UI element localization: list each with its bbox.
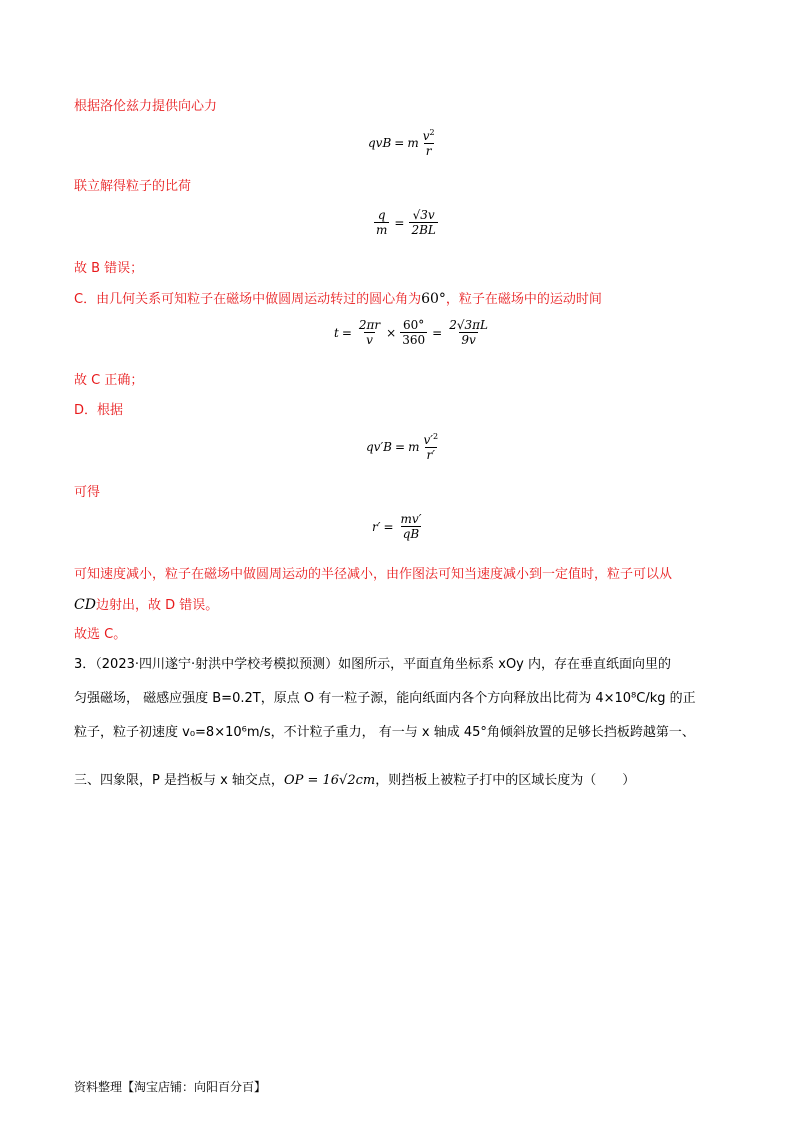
eq-sign: = (341, 325, 352, 340)
text-segment: C．由几何关系可知粒子在磁场中做圆周运动转过的圆心角为 (74, 292, 422, 307)
eq-num: mv′ (400, 512, 422, 526)
eq-sign: = (394, 215, 405, 230)
equation-reduced-speed (366, 432, 442, 462)
eq-lhs: qvB (368, 136, 392, 150)
eq-mass: m (408, 440, 420, 454)
text-line: 根据洛伦兹力提供向心力 (74, 99, 218, 114)
eq-den: 360 (402, 333, 426, 347)
text-line-c (74, 290, 602, 309)
text-segment: 边射出，故 D 错误。 (95, 598, 219, 613)
eq-num: 60° (403, 318, 425, 332)
eq-num: 2√3πL (449, 318, 488, 332)
eq-sign: = (394, 136, 405, 150)
eq-fraction (409, 208, 437, 237)
text-line: 故 C 正确； (74, 373, 144, 388)
text-line: 可得 (74, 485, 101, 500)
text-segment: ，则挡板上被粒子打中的区域长度为（ ） (375, 773, 636, 788)
eq-times: × (386, 325, 397, 340)
text-line: 可知速度减小，粒子在磁场中做圆周运动的半径减小，由作图法可知当速度减小到一定值时，粒子可以从 (74, 567, 673, 582)
segment-label: CD (74, 597, 96, 613)
eq-sign: = (395, 440, 406, 454)
equation-charge-ratio (372, 208, 440, 237)
question-text: 粒子，粒子初速度 v₀=8×10⁶m/s，不计粒子重力， 有一与 x 轴成 45°角倾斜放置的足够长挡板跨越第一、 (74, 725, 695, 740)
question-text: 3．（2023·四川遂宁·射洪中学校考模拟预测）如图所示，平面直角坐标系 xOy 内，存在垂直纸面向里的 (74, 657, 672, 672)
text-line-d (74, 596, 218, 615)
eq-num: 2πr (358, 318, 381, 332)
eq-den: 9v (461, 333, 476, 347)
text-line: 故 B 错误； (74, 261, 144, 276)
eq-fraction (421, 432, 440, 462)
question-text: 匀强磁场， 磁感应强度 B=0.2T，原点 O 有一粒子源，能向纸面内各个方向释放出比荷为 4×10⁸C/kg 的正 (74, 691, 696, 706)
eq-lhs: r′ (372, 519, 381, 534)
eq-mass: m (407, 136, 419, 150)
eq-num: v (422, 129, 430, 143)
eq-lhs: t (334, 325, 339, 340)
inline-equation: OP = 16√2cm (283, 773, 376, 788)
text-segment: 三、四象限，P 是挡板与 x 轴交点， (74, 773, 284, 788)
equation-radius (372, 512, 425, 541)
eq-den: qB (402, 527, 420, 541)
eq-fraction (400, 318, 427, 347)
eq-lhs: qv′B (366, 440, 393, 454)
eq-den: 2BL (411, 223, 436, 237)
text-line: D．根据 (74, 403, 124, 418)
eq-sup: 2 (429, 128, 435, 137)
equation-time (334, 318, 492, 347)
eq-den: m (376, 223, 388, 237)
footer-source: 资料整理【淘宝店铺：向阳百分百】 (74, 1080, 267, 1094)
text-segment: ，粒子在磁场中的运动时间 (445, 292, 602, 307)
angle-value: 60° (421, 291, 446, 307)
eq-num: √3v (412, 208, 435, 222)
eq-num: v′ (423, 433, 433, 447)
eq-sup: 2 (432, 432, 439, 441)
eq-num: q (377, 208, 386, 222)
eq-den: r′ (426, 448, 435, 462)
eq-fraction (399, 512, 424, 541)
eq-den: v (366, 333, 373, 347)
eq-den: r (425, 144, 432, 158)
text-line: 故选 C。 (74, 627, 127, 642)
eq-sign: = (383, 519, 394, 534)
eq-sign: = (432, 325, 443, 340)
eq-fraction (447, 318, 490, 347)
eq-fraction (357, 318, 382, 347)
equation-lorentz (368, 128, 439, 158)
text-line: 联立解得粒子的比荷 (74, 179, 192, 194)
eq-fraction (374, 208, 389, 237)
eq-fraction (421, 128, 437, 158)
question-text-last (74, 772, 635, 790)
